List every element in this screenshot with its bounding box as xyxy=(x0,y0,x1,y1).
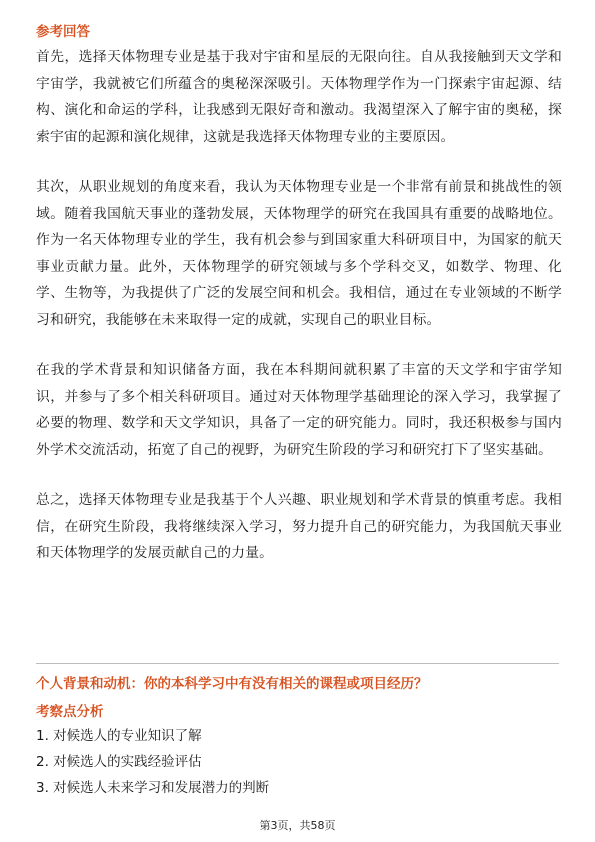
paragraph-gap xyxy=(36,150,562,174)
answer-paragraph-1: 首先，选择天体物理专业是基于我对宇宙和星辰的无限向往。自从我接触到天文学和宇宙学，我就被它们所蕴含的奥秘深深吸引。天体物理学作为一门探索宇宙起源、结构、演化和命运的学科，让我感到无限好奇和激动。我渴望深入了解宇宙的奥秘，探索宇宙的起源和演化规律，这就是我选择天体物理专业的主要原因。 xyxy=(36,49,562,145)
answer-heading: 参考回答 xyxy=(36,24,90,40)
page-number: 第3页，共58页 xyxy=(259,819,336,832)
paragraph-gap xyxy=(36,333,562,357)
question-section xyxy=(36,673,562,801)
answer-paragraph-3: 在我的学术背景和知识储备方面，我在本科期间就积累了丰富的天文学和宇宙学知识，并参与了多个相关科研项目。通过对天体物理学基础理论的深入学习，我掌握了必要的物理、数学和天文学知识，具备了一定的研究能力。同时，我还积极参与国内外学术交流活动，拓宽了自己的视野，为研究生阶段的学习和研究打下了坚实基础。 xyxy=(36,362,562,458)
analysis-point-3: 3. 对候选人未来学习和发展潜力的判断 xyxy=(36,780,270,796)
section-divider xyxy=(36,663,559,664)
answer-paragraph-2: 其次，从职业规划的角度来看，我认为天体物理专业是一个非常有前景和挑战性的领域。随着我国航天事业的蓬勃发展，天体物理学的研究在我国具有重要的战略地位。作为一名天体物理专业的学生，我有机会参与到国家重大科研项目中，为国家的航天事业贡献力量。此外，天体物理学的研究领域与多个学科交叉，如数学、物理、化学、生物等，为我提供了广泛的发展空间和机会。我相信，通过在专业领域的不断学习和研究，我能够在未来取得一定的成就，实现自己的职业目标。 xyxy=(36,179,562,328)
answer-section xyxy=(36,22,562,567)
question-title: 个人背景和动机：你的本科学习中有没有相关的课程或项目经历？ xyxy=(36,676,428,692)
analysis-points xyxy=(36,723,562,801)
answer-paragraph-4: 总之，选择天体物理专业是我基于个人兴趣、职业规划和学术背景的慎重考虑。我相信，在研究生阶段，我将继续深入学习，努力提升自己的研究能力，为我国航天事业和天体物理学的发展贡献自己的力量。 xyxy=(36,492,562,561)
analysis-point-2: 2. 对候选人的实践经验评估 xyxy=(36,754,202,770)
paragraph-gap xyxy=(36,463,562,487)
analysis-heading: 考察点分析 xyxy=(36,704,104,720)
analysis-point-1: 1. 对候选人的专业知识了解 xyxy=(36,728,202,744)
